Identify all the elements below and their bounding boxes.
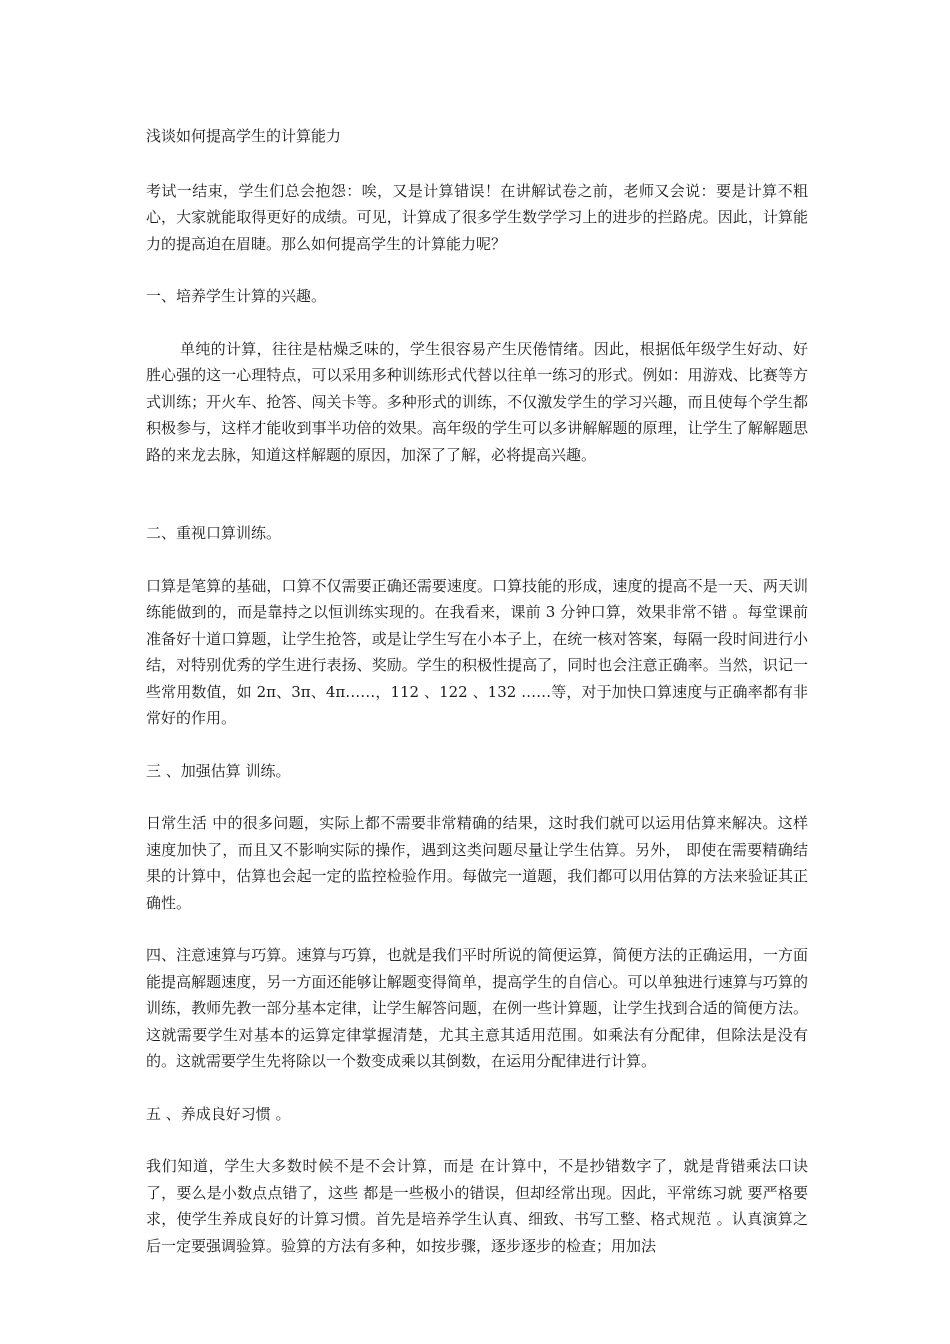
section-4-paragraph: 四、注意速算与巧算。速算与巧算，也就是我们平时所说的简便运算，简便方法的正确运用，一方面能提高解题速度，另一方面还能够让解题变得简单，提高学生的自信心。可以单独进行速算与巧算的训练，教师先教一部分基本定律，让学生解答问题，在例一些计算题，让学生找到合适的简便方法。这就需要学生对基本的运算定律掌握清楚，尤其主意其适用范围。如乘法有分配律，但除法是没有的。这就需要学生先将除以一个数变成乘以其倒数，在运用分配律进行计算。 xyxy=(146,946,808,1070)
section-2-heading: 二、重视口算训练。 xyxy=(146,524,282,542)
document-body xyxy=(146,123,808,1285)
document-title: 浅谈如何提高学生的计算能力 xyxy=(146,127,342,145)
section-1-heading: 一、培养学生计算的兴趣。 xyxy=(146,287,327,305)
section-5-paragraph: 我们知道，学生大多数时候不是不会计算，而是 在计算中，不是抄错数字了，就是背错乘法口诀了，要么是小数点点错了，这些 都是一些极小的错误，但却经常出现。因此，平常练习就 要严格要求，使学生养成良好的计算习惯。首先是培养学生认真、细致、书写工整、格式规范 。认真演算之后一定要强调验算。验算的方法有多种，如按步骤，逐步逐步的检查；用加法 xyxy=(146,1157,808,1255)
section-3-paragraph: 日常生活 中的很多问题，实际上都不需要非常精确的结果，这时我们就可以运用估算来解决。这样速度加快了，而且又不影响实际的操作，遇到这类问题尽量让学生估算。另外， 即使在需要精确结果的计算中，估算也会起一定的监控检验作用。每做完一道题，我们都可以用估算的方法来验证其正确性。 xyxy=(146,814,808,912)
intro-paragraph: 考试一结束，学生们总会抱怨：唉，又是计算错误！在讲解试卷之前，老师又会说：要是计算不粗心，大家就能取得更好的成绩。可见，计算成了很多学生数学学习上的进步的拦路虎。因此，计算能力的提高迫在眉睫。那么如何提高学生的计算能力呢？ xyxy=(146,181,808,253)
section-1-paragraph: 单纯的计算，往往是枯燥乏味的，学生很容易产生厌倦情绪。因此，根据低年级学生好动、好胜心强的这一心理特点，可以采用多种训练形式代替以往单一练习的形式。例如：用游戏、比赛等方式训练；开火车、抢答、闯关卡等。多种形式的训练，不仅激发学生的学习兴趣，而且使每个学生都积极参与，这样才能收到事半功倍的效果。高年级的学生可以多讲解解题的原理，让学生了解解题思路的来龙去脉，知道这样解题的原因，加深了了解，必将提高兴趣。 xyxy=(146,339,808,464)
section-5-heading: 五 、养成良好习惯 。 xyxy=(146,1104,291,1123)
section-3-heading: 三 、加强估算 训练。 xyxy=(146,761,291,780)
section-2-paragraph: 口算是笔算的基础，口算不仅需要正确还需要速度。口算技能的形成，速度的提高不是一天、两天训练能做到的，而是靠持之以恒训练实现的。在我看来，课前 3 分钟口算，效果非常不错 。每堂课前准备好十道口算题，让学生抢答，或是让学生写在小本子上，在统一核对答案，每隔一段时间进行小结，对特别优秀的学生进行表扬、奖励。学生的积极性提高了，同时也会注意正确率。当然，识记一些常用数值，如 2π、3π、4π……，112 、122 、132 ……等，对于加快口算速度与正确率都有非常好的作用。 xyxy=(146,576,808,727)
